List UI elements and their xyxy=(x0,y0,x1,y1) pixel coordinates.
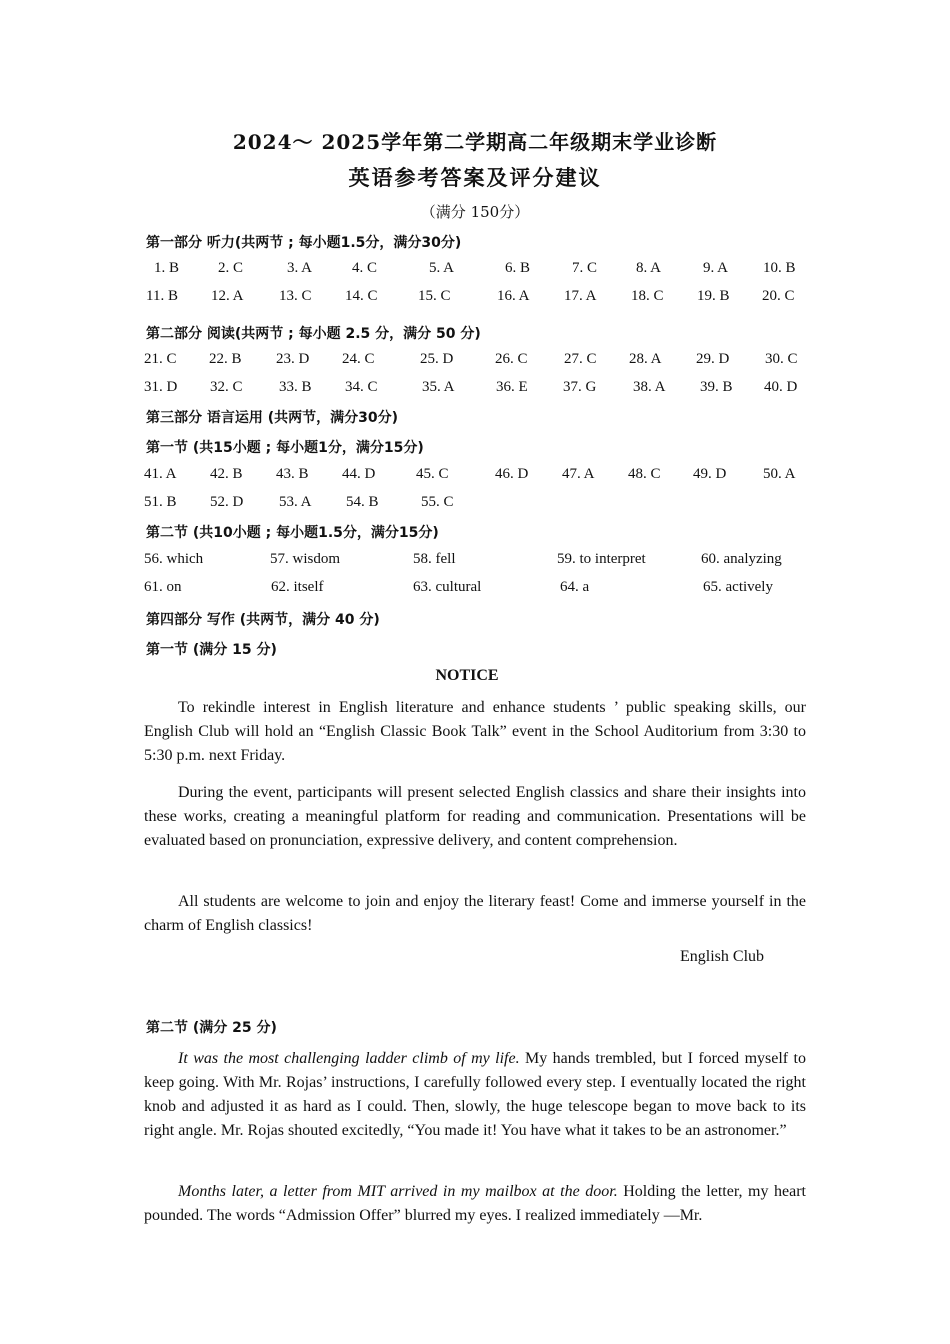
part2-heading: 第二部分 阅读(共两节 ; 每小题 2.5 分，满分 50 分) xyxy=(146,326,481,342)
answer-item: 56. which xyxy=(144,551,204,567)
answer-item: 11. B xyxy=(146,288,178,304)
essay-paragraph-1-text: My hands trembled, but I forced myself to keep going. With Mr. Rojas’ instructions, I carefully followed every step. I eventually located the right knob and adjusted it as hard as I could. Then, slowly, the huge telescope began to move back to its right angle. Mr. Rojas shouted excitedly, “You made it! You have what it takes to be an astronomer.” xyxy=(144,1050,807,1139)
answer-item: 62. itself xyxy=(271,579,324,595)
answer-item: 34. C xyxy=(345,379,378,395)
notice-paragraph-3: All students are welcome to join and enjoy the literary feast! Come and immerse yourself in the charm of English classics! xyxy=(144,893,806,934)
part1-answers-row2 xyxy=(0,288,950,308)
part1-answers-row1 xyxy=(0,260,950,280)
answer-item: 44. D xyxy=(342,466,376,482)
answer-item: 35. A xyxy=(422,379,455,395)
document-subtitle: 英语参考答案及评分建议 xyxy=(348,165,602,190)
answer-item: 59. to interpret xyxy=(557,551,646,567)
answer-item: 27. C xyxy=(564,351,597,367)
total-score: （满分 150分） xyxy=(420,203,530,221)
answer-item: 49. D xyxy=(693,466,727,482)
answer-item: 64. a xyxy=(560,579,590,595)
answer-item: 8. A xyxy=(636,260,662,276)
answer-item: 37. G xyxy=(563,379,597,395)
answer-item: 65. actively xyxy=(703,579,773,595)
answer-item: 63. cultural xyxy=(413,579,482,595)
notice-paragraph-1: To rekindle interest in English literature and enhance students ’ public speaking skills, our English Club will hold an “English Classic Book Talk” event in the School Auditorium from 3:30 to 5:30 p.m. next Friday. xyxy=(144,699,806,764)
answer-item: 5. A xyxy=(429,260,455,276)
answer-item: 48. C xyxy=(628,466,661,482)
answer-item: 46. D xyxy=(495,466,529,482)
answer-item: 43. B xyxy=(276,466,309,482)
notice-paragraph-2: During the event, participants will present selected English classics and share their insights into these works, creating a meaningful platform for reading and communication. Presentations will be evaluated based on pronunciation, expressive delivery, and content comprehension. xyxy=(144,784,806,849)
essay-opening-sentence-2: Months later, a letter from MIT arrived in my mailbox at the door. xyxy=(178,1183,618,1200)
answer-item: 36. E xyxy=(496,379,528,395)
answer-item: 39. B xyxy=(700,379,733,395)
essay-paragraph-1 xyxy=(144,1047,806,1143)
answer-item: 57. wisdom xyxy=(270,551,341,567)
answer-item: 28. A xyxy=(629,351,662,367)
answer-item: 29. D xyxy=(696,351,730,367)
notice-signature: English Club xyxy=(680,948,765,965)
answer-item: 9. A xyxy=(703,260,729,276)
essay-paragraph-2 xyxy=(144,1180,806,1228)
answer-item: 53. A xyxy=(279,494,312,510)
part3-sec2-answers-row1 xyxy=(0,551,950,571)
answer-item: 21. C xyxy=(144,351,177,367)
answer-item: 22. B xyxy=(209,351,242,367)
part3-sec1-answers-row2 xyxy=(0,494,950,514)
part3-heading: 第三部分 语言运用 (共两节，满分30分) xyxy=(146,410,399,426)
answer-item: 50. A xyxy=(763,466,796,482)
answer-item: 31. D xyxy=(144,379,178,395)
answer-item: 33. B xyxy=(279,379,312,395)
answer-item: 26. C xyxy=(495,351,528,367)
part2-answers-row2 xyxy=(0,379,950,399)
answer-item: 16. A xyxy=(497,288,530,304)
part4-heading: 第四部分 写作 (共两节，满分 40 分) xyxy=(146,612,380,628)
answer-item: 17. A xyxy=(564,288,597,304)
essay-paragraph-2-text: Holding the letter, my heart pounded. The words “Admission Offer” blurred my eyes. I realized immediately —Mr. xyxy=(144,1183,807,1224)
part3-sec2-answers-row2 xyxy=(0,579,950,599)
answer-item: 1. B xyxy=(154,260,180,276)
answer-item: 60. analyzing xyxy=(701,551,782,567)
answer-item: 19. B xyxy=(697,288,730,304)
answer-item: 42. B xyxy=(210,466,243,482)
notice-title: NOTICE xyxy=(435,667,499,684)
answer-item: 6. B xyxy=(505,260,531,276)
answer-item: 7. C xyxy=(572,260,598,276)
answer-item: 2. C xyxy=(218,260,244,276)
part1-heading: 第一部分 听力(共两节 ; 每小题1.5分，满分30分) xyxy=(146,235,462,251)
part2-answers-row1 xyxy=(0,351,950,371)
part4-section2-heading: 第二节 (满分 25 分) xyxy=(146,1020,277,1036)
answer-item: 54. B xyxy=(346,494,379,510)
answer-item: 3. A xyxy=(287,260,313,276)
answer-item: 40. D xyxy=(764,379,798,395)
essay-opening-sentence-1: It was the most challenging ladder climb of my life. xyxy=(178,1050,520,1067)
answer-item: 61. on xyxy=(144,579,182,595)
answer-item: 47. A xyxy=(562,466,595,482)
answer-item: 24. C xyxy=(342,351,375,367)
answer-item: 55. C xyxy=(421,494,454,510)
answer-item: 23. D xyxy=(276,351,310,367)
answer-item: 45. C xyxy=(416,466,449,482)
answer-item: 14. C xyxy=(345,288,378,304)
part3-section1-heading: 第一节 (共15小题 ; 每小题1分，满分15分) xyxy=(146,440,424,456)
answer-item: 52. D xyxy=(210,494,244,510)
part4-section1-heading: 第一节 (满分 15 分) xyxy=(146,642,277,658)
answer-item: 41. A xyxy=(144,466,177,482)
answer-item: 30. C xyxy=(765,351,798,367)
answer-item: 20. C xyxy=(762,288,795,304)
answer-item: 4. C xyxy=(352,260,378,276)
answer-item: 13. C xyxy=(279,288,312,304)
answer-item: 18. C xyxy=(631,288,664,304)
answer-item: 51. B xyxy=(144,494,177,510)
document-title: 2024～ 2025学年第二学期高二年级期末学业诊断 xyxy=(232,130,718,154)
part3-section2-heading: 第二节 (共10小题 ; 每小题1.5分，满分15分) xyxy=(146,525,439,541)
answer-item: 25. D xyxy=(420,351,454,367)
answer-item: 15. C xyxy=(418,288,451,304)
answer-item: 38. A xyxy=(633,379,666,395)
answer-item: 58. fell xyxy=(413,551,456,567)
answer-item: 12. A xyxy=(211,288,244,304)
part3-sec1-answers-row1 xyxy=(0,466,950,486)
answer-item: 10. B xyxy=(763,260,796,276)
answer-item: 32. C xyxy=(210,379,243,395)
